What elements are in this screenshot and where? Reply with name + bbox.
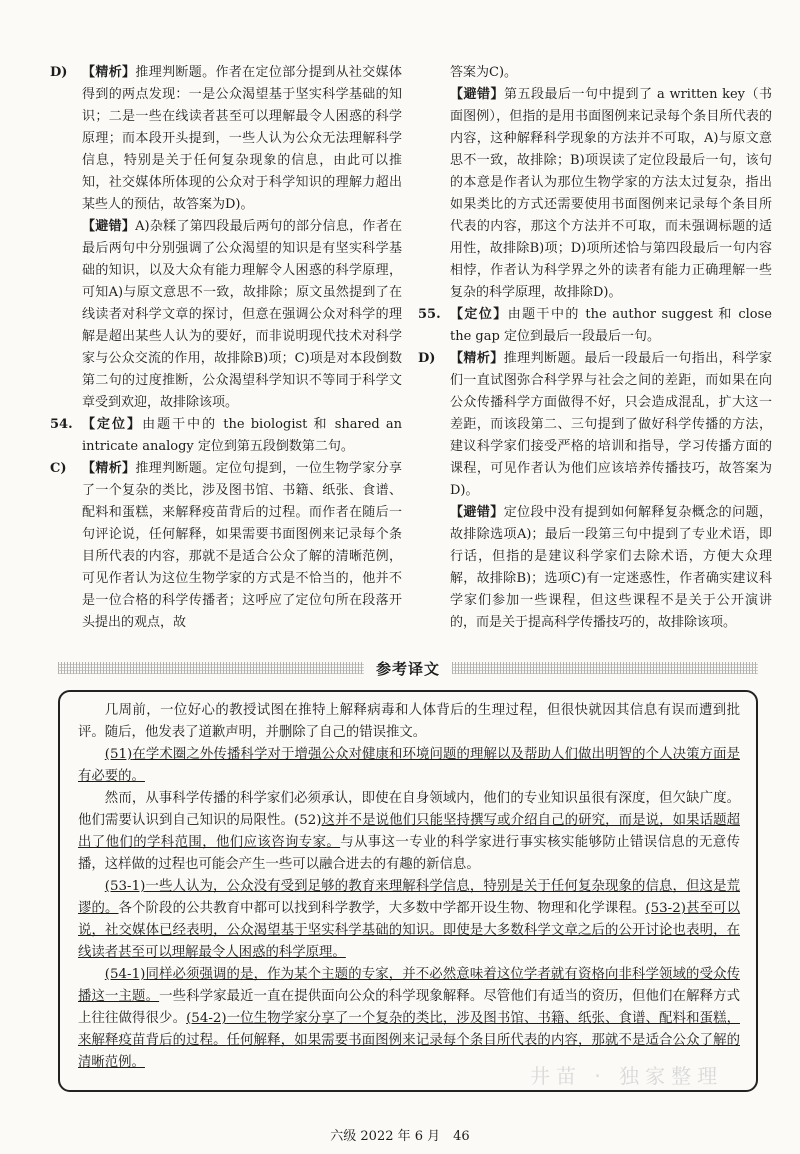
question-marker: (53-1) xyxy=(104,879,146,894)
section-divider xyxy=(58,657,758,679)
question-marker: (52) xyxy=(294,813,322,828)
analysis-text: 推理判断题。最后一段最后一句指出，科学家们一直试图弥合科学界与社会之间的差距，而如果在向公众传播科学方面做得不好，只会造成混乱，扩大这一差距，而该段第二、三句提到了做好科学传播的方法，建议科学家们接受严格的培训和指导，学习传播方面的课程，可见作者认为他们应该培养传播技巧，故答案为D)。 xyxy=(450,351,772,498)
analysis-text: 推理判断题。作者在定位部分提到从社交媒体得到的两点发现：一是公众渴望基于坚实科学基础的知识；二是一些在线读者甚至可以理解最令人困惑的科学原理；而本段开头提到，一些人认为公众无法理解科学信息，特别是关于任何复杂现象的信息，由此可以推知，社交媒体所体现的公众对于科学知识的理解力超出某些人的预估，故答案为D)。 xyxy=(82,65,402,212)
question-marker: (51) xyxy=(104,747,133,762)
translation-paragraph xyxy=(78,876,740,964)
underlined-text: 一些人认为，公众没有受到足够的教育来理解科学信息，特别是关于任何复杂现象的信息，但这是荒谬的。 xyxy=(78,879,740,916)
avoid-text: 第五段最后一句中提到了 a written key（书面图例），但指的是用书面图例来记录每个条目所代表的内容，这种解释科学现象的方法并不可取，A)与原文意思不一致，故排除；B)项误读了定位段最后一句，该句的本意是作者认为那位生物学家的方法太过复杂，指出如果类比的方式还需要使用书面图例来记录每个条目所代表的内容，那这个方法并不可取，而未强调标题的适用性，故排除B)项；D)项所述恰与第四段最后一句内容相悖，作者认为科学界之外的读者有能力正确理解一些复杂的科学原理，故排除D)。 xyxy=(450,87,772,300)
q55-locate xyxy=(418,304,772,348)
q54-avoid xyxy=(450,84,772,304)
underlined-text: 甚至可以说，社交媒体已经表明，公众渴望基于坚实科学基础的知识。 xyxy=(78,901,741,938)
question-marker: (54-1) xyxy=(104,967,146,982)
q53-avoid xyxy=(82,216,402,414)
avoid-tag: 【避错】 xyxy=(82,219,136,234)
avoid-text: 定位段中没有提到如何解释复杂概念的问题，故排除选项A)；最后一段第三句中提到了专业术语，即行话，但指的是建议科学家们去除术语，方便大众理解，故排除B)；选项C)有一定迷惑性，作者确实建议科学家们参加一些课程，但这些课程不是关于公开演讲的，而是关于提高科学传播技巧的，故排除该项。 xyxy=(450,505,772,630)
question-marker: (54-2) xyxy=(186,1011,227,1026)
translation-paragraph xyxy=(78,744,740,788)
underlined-text: 同样必须强调的是，作为某个主题的专家，并不必然意味着这位学者就有资格向非科学领域的受众传播这一主题。 xyxy=(78,967,740,1004)
question-number: 55. xyxy=(418,307,441,322)
question-marker: (53-2) xyxy=(645,901,686,916)
avoid-text: A)杂糅了第四段最后两句的部分信息，作者在最后两句中分别强调了公众渴望的知识是有坚实科学基础的知识，以及大众有能力理解令人困惑的科学原理，可知A)与原文意思不一致，故排除；原文虽然提到了在线读者对科学文章的探讨，但意在强调公众对科学的理解是超出某些人认为的要好，而非说明现代技术对科学家与公众交流的作用，故排除B)项；C)项是对本段倒数第二句的过度推断，公众渴望科学知识不等同于科学文章受到欢迎，故排除该项。 xyxy=(82,219,402,410)
underlined-text: 这并不是说他们只能坚持撰写或介绍自己的研究，而是说，如果话题超出了他们的学科范围，他们应该咨询专家。 xyxy=(78,813,740,850)
translation-paragraph xyxy=(78,700,740,744)
analysis-tag: 【精析】 xyxy=(82,461,136,476)
q55-avoid xyxy=(450,502,772,634)
watermark: 井苗 · 独家整理 xyxy=(530,1064,724,1088)
locate-text: 由题干中的 the author suggest 和 close the gap 定位到最后一段最后一句。 xyxy=(450,307,772,344)
q54-locate xyxy=(50,414,402,458)
analysis-tag: 【精析】 xyxy=(82,65,136,80)
analysis-text: 推理判断题。定位句提到，一位生物学家分享了一个复杂的类比，涉及图书馆、书籍、纸张、食谱、配料和蛋糕，来解释疫苗背后的过程。而作者在随后一句评论说，任何解释，如果需要书面图例来记录每个条目所代表的内容，那就不是适合公众了解的清晰范例，可见作者认为这位生物学家的方式是不恰当的，他并不是一位合格的科学传播者；这呼应了定位句所在段落开头提出的观点，故 xyxy=(82,461,402,630)
q54-analysis xyxy=(50,458,402,634)
locate-tag: 【定位】 xyxy=(450,307,508,322)
avoid-tag: 【避错】 xyxy=(450,505,504,520)
translation-text: 一些科学家最近一直在提供面向公众的科学现象解释。尽管他们有适当的资历，但他们在解释方式上往往做得很少。 xyxy=(78,989,740,1026)
translation-box xyxy=(58,690,758,1092)
section-title: 参考译文 xyxy=(376,659,441,678)
right-column xyxy=(418,62,772,634)
q55-analysis xyxy=(418,348,772,502)
q54-answer-continued: 答案为C)。 xyxy=(450,65,518,80)
page-footer: 六级 2022 年 6 月 46 xyxy=(330,1129,470,1144)
translation-text: 与从事这一专业的科学家进行事实核实能够防止错误信息的无意传播，这样做的过程也可能会产生一些可以融合进去的有趣的新信息。 xyxy=(78,835,740,872)
divider-pattern-right xyxy=(452,662,758,674)
left-column xyxy=(50,62,402,634)
locate-tag: 【定位】 xyxy=(82,417,143,432)
translation-text: 几周前，一位好心的教授试图在推特上解释病毒和人体背后的生理过程，但很快就因其信息有误而遭到批评。随后，他发表了道歉声明，并删除了自己的错误推文。 xyxy=(78,703,740,740)
option-label: C) xyxy=(50,461,67,476)
translation-paragraph xyxy=(78,964,740,1074)
option-label: D) xyxy=(50,65,68,80)
translation-paragraph xyxy=(78,788,740,876)
underlined-text: 在学术圈之外传播科学对于增强公众对健康和环境问题的理解以及帮助人们做出明智的个人决策方面是有必要的。 xyxy=(78,747,740,784)
divider-pattern-left xyxy=(58,662,364,674)
translation-text: 各个阶段的公共教育中都可以找到科学教学，大多数中学都开设生物、物理和化学课程。 xyxy=(118,901,646,916)
question-number: 54. xyxy=(50,417,73,432)
avoid-tag: 【避错】 xyxy=(450,87,504,102)
underlined-text: 即使是大多数科学文章之后的公开讨论也表明，在线读者甚至可以理解最令人困惑的科学原理。 xyxy=(78,923,740,960)
q53-analysis xyxy=(50,62,402,216)
locate-text: 由题干中的 the biologist 和 shared an intricate analogy 定位到第五段倒数第二句。 xyxy=(82,417,402,454)
analysis-tag: 【精析】 xyxy=(450,351,504,366)
option-label: D) xyxy=(418,351,436,366)
underlined-text: 任何解释，如果需要书面图例来记录每个条目所代表的内容，那就不是适合公众了解的清晰范例。 xyxy=(78,1033,740,1070)
translation-text: 然而，从事科学传播的科学家们必须承认，即使在自身领域内，他们的专业知识虽很有深度，但欠缺广度。他们需要认识到自己知识的局限性。 xyxy=(78,791,740,828)
underlined-text: 一位生物学家分享了一个复杂的类比，涉及图书馆、书籍、纸张、食谱、配料和蛋糕，来解释疫苗背后的过程。 xyxy=(78,1011,740,1048)
